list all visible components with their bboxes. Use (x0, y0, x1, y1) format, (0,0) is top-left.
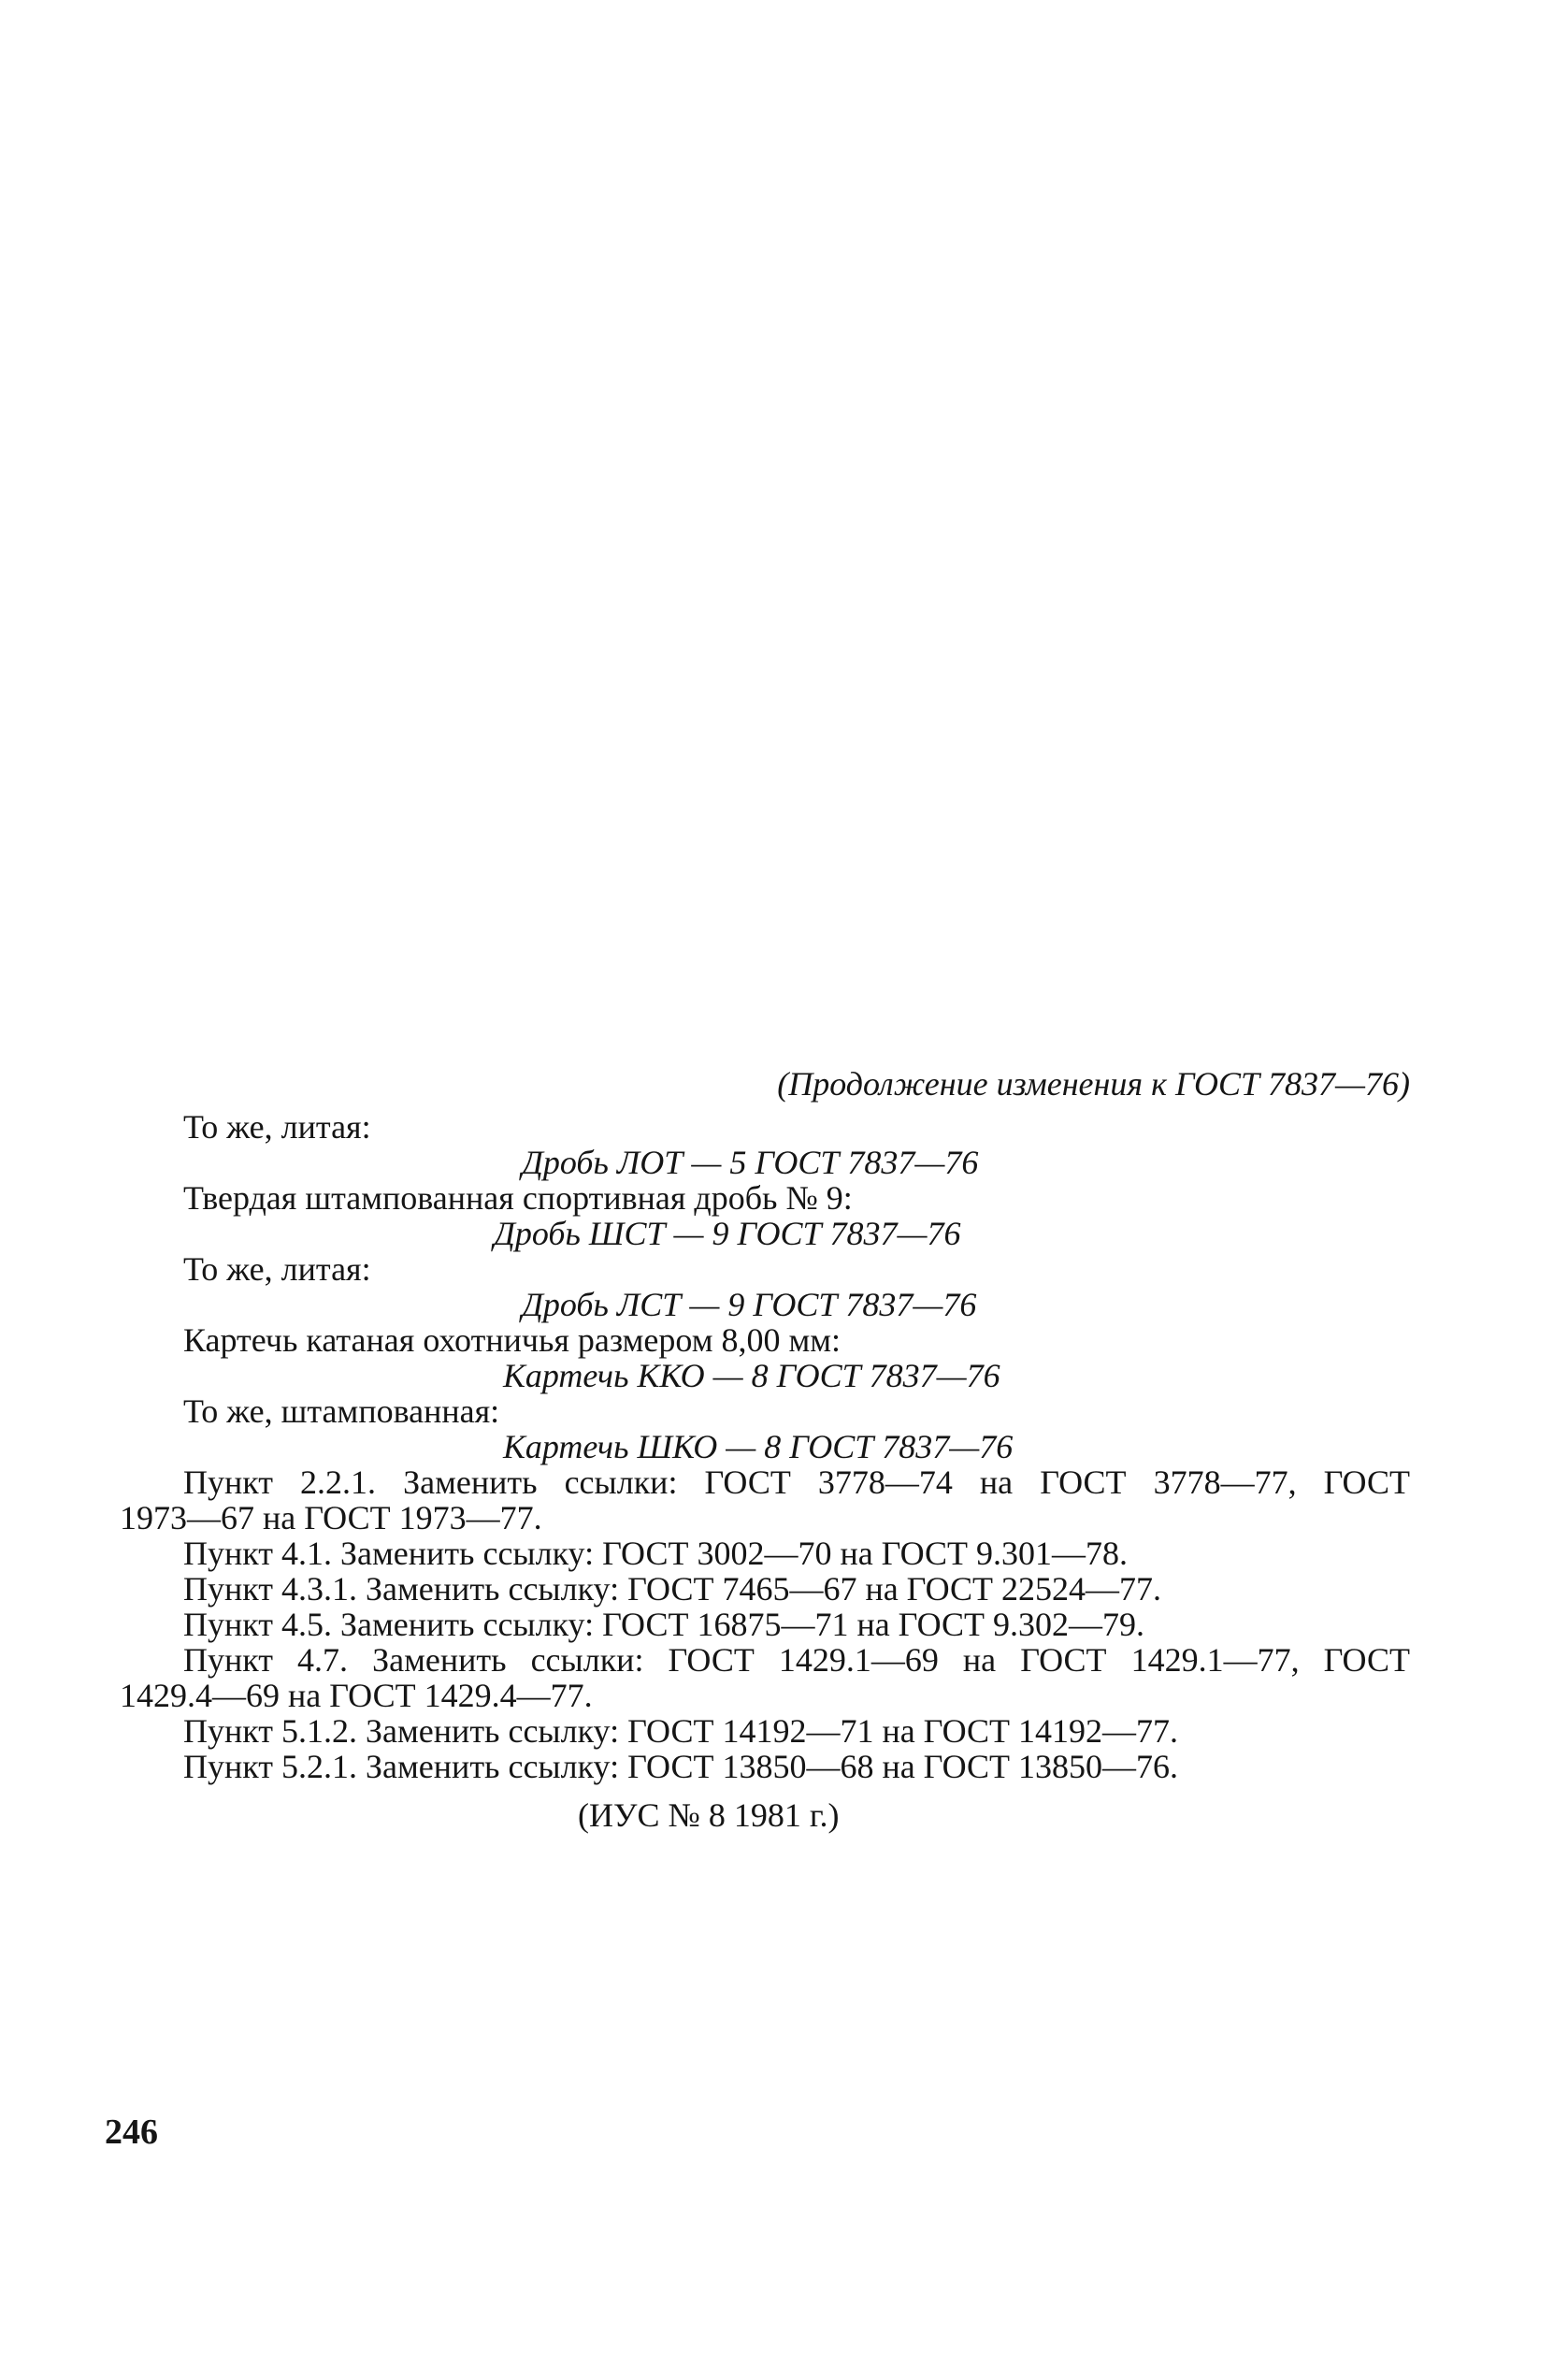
designation-formula: Дробь ШСТ — 9 ГОСТ 7837—76 (494, 1215, 961, 1252)
word: 4.7. (297, 1641, 349, 1679)
amendment-item-4-7 (120, 1642, 1410, 1678)
word: 3778—77, (1153, 1464, 1297, 1501)
page-number: 246 (105, 2113, 158, 2152)
designation-formula: Дробь ЛОТ — 5 ГОСТ 7837—76 (522, 1144, 979, 1181)
word: Пункт (183, 1641, 274, 1679)
designation-formula: Дробь ЛСТ — 9 ГОСТ 7837—76 (522, 1286, 977, 1323)
designation-formula: Картечь ККО — 8 ГОСТ 7837—76 (503, 1357, 1000, 1394)
word: ГОСТ (1020, 1641, 1107, 1679)
amendment-item-2-2-1 (120, 1464, 1410, 1500)
designation-formula: Картечь ШКО — 8 ГОСТ 7837—76 (503, 1428, 1014, 1465)
amendment-item-4-1: Пункт 4.1. Заменить ссылку: ГОСТ 3002—70 на ГОСТ 9.301—78. (183, 1535, 1129, 1572)
continuation-heading: (Продолжение изменения к ГОСТ 7837—76) (777, 1065, 1410, 1103)
word: ГОСТ (668, 1641, 755, 1679)
designation-line: То же, штампованная: (183, 1392, 500, 1430)
word: ГОСТ (1323, 1464, 1410, 1501)
designation-list (120, 1109, 1410, 1464)
word: ГОСТ (1323, 1641, 1410, 1679)
designation-line: Картечь катаная охотничья размером 8,00 мм: (183, 1321, 842, 1359)
word: 3778—74 (817, 1464, 953, 1501)
word: на (962, 1641, 997, 1679)
document-body (120, 1066, 1410, 1833)
word: Пункт (183, 1464, 274, 1501)
source-reference: (ИУС № 8 1981 г.) (578, 1796, 840, 1834)
word: ГОСТ (1040, 1464, 1127, 1501)
word: 2.2.1. (300, 1464, 377, 1501)
designation-line: Твердая штампованная спортивная дробь № 9: (183, 1179, 853, 1217)
amendment-list (120, 1464, 1410, 1784)
amendment-item-4-5: Пункт 4.5. Заменить ссылку: ГОСТ 16875—71 на ГОСТ 9.302—79. (183, 1606, 1145, 1643)
amendment-item-5-1-2: Пункт 5.1.2. Заменить ссылку: ГОСТ 14192—71 на ГОСТ 14192—77. (183, 1712, 1179, 1750)
word: ГОСТ (704, 1464, 791, 1501)
word: ссылки: (530, 1641, 644, 1679)
designation-line: То же, литая: (183, 1108, 371, 1146)
amendment-item-4-3-1: Пункт 4.3.1. Заменить ссылку: ГОСТ 7465—67 на ГОСТ 22524—77. (183, 1570, 1162, 1608)
amendment-item-5-2-1: Пункт 5.2.1. Заменить ссылку: ГОСТ 13850—68 на ГОСТ 13850—76. (183, 1748, 1179, 1785)
word: 1429.1—69 (778, 1641, 939, 1679)
amendment-continuation: 1973—67 на ГОСТ 1973—77. (120, 1499, 542, 1536)
amendment-continuation: 1429.4—69 на ГОСТ 1429.4—77. (120, 1677, 593, 1714)
word: 1429.1—77, (1130, 1641, 1300, 1679)
word: на (979, 1464, 1014, 1501)
word: Заменить (372, 1641, 507, 1679)
word: Заменить (403, 1464, 538, 1501)
designation-line: То же, литая: (183, 1250, 371, 1288)
word: ссылки: (564, 1464, 678, 1501)
